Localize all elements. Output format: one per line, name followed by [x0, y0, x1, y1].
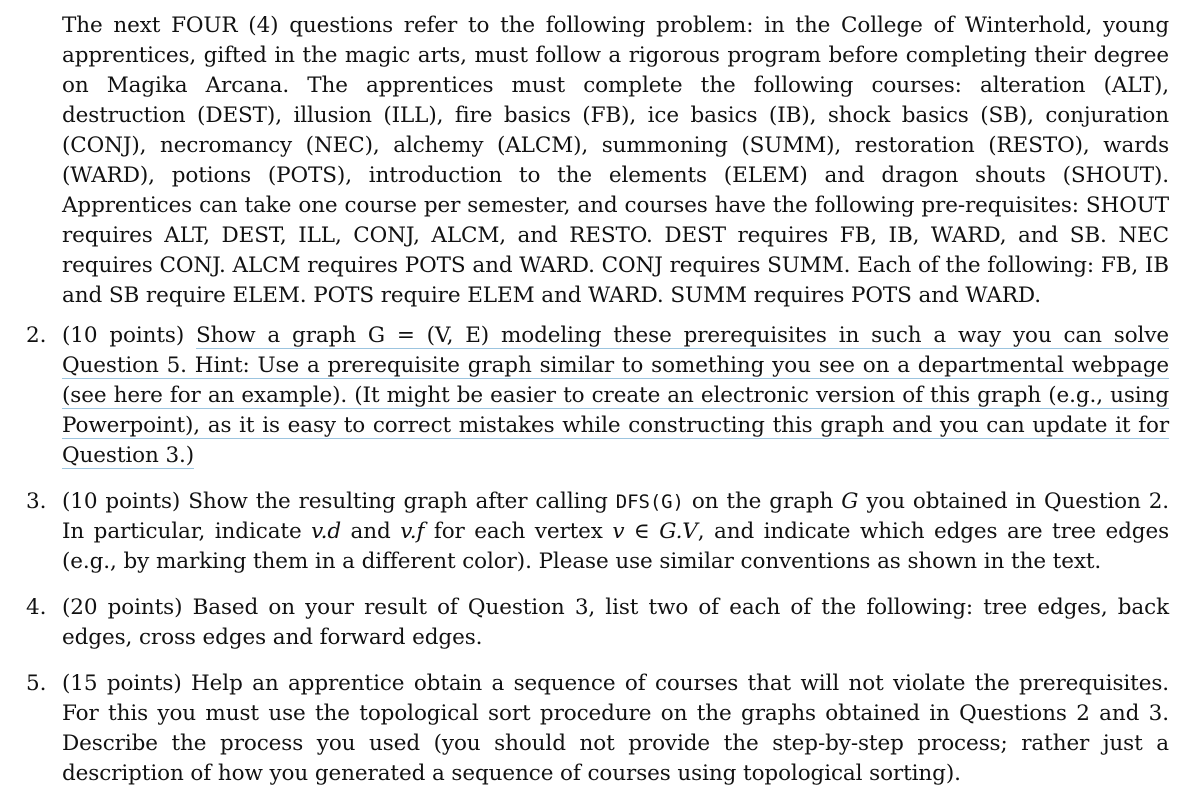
math-g: G: [841, 489, 859, 514]
math-v-in-gv: v ∈ G.V: [612, 519, 698, 544]
question-text: and: [350, 519, 391, 544]
question-3: [26, 487, 1170, 577]
question-text: for each vertex: [433, 519, 603, 544]
question-text: you obtained in Question 2. In particular, indicate: [62, 489, 1170, 544]
question-points: (20 points): [62, 595, 183, 620]
question-text: , and indicate which edges are tree edges (e.g., by marking them in a different color). Please use similar conventions as shown in the text.: [62, 519, 1170, 574]
question-text: Help an apprentice obtain a sequence of courses that will not violate the prerequisites. For this you must use the topological sort procedure on the graphs obtained in Questions 2 and 3. Describe the process you used (you should not provide the step-by-step process; rather just a description of how you generated a sequence of courses using topological sorting).: [62, 671, 1169, 786]
question-text: on the graph: [691, 489, 834, 514]
question-5: [26, 669, 1169, 789]
math-vd: v.d: [311, 519, 342, 544]
math-vf: v.f: [400, 519, 425, 544]
question-number: 5.: [26, 671, 47, 696]
question-list: [26, 321, 1170, 789]
question-4: [26, 593, 1169, 653]
question-2: [26, 321, 1169, 471]
question-number: 2.: [26, 323, 47, 348]
problem-intro: The next FOUR (4) questions refer to the following problem: in the College of Winterhold, young apprentices, gifted in the magic arts, must follow a rigorous program before completing their degree on Magika Arcana. The apprentices must complete the following courses: alteration (ALT), destruction (DEST), illusion (ILL), fire basics (FB), ice basics (IB), shock basics (SB), conjuration (CONJ), necromancy (NEC), alchemy (ALCM), summoning (SUMM), restoration (RESTO), wards (WARD), potions (POTS), introduction to the elements (ELEM) and dragon shouts (SHOUT). Apprentices can take one course per semester, and courses have the following pre-requisites: SHOUT requires ALT, DEST, ILL, CONJ, ALCM, and RESTO. DEST requires FB, IB, WARD, and SB. NEC requires CONJ. ALCM requires POTS and WARD. CONJ requires SUMM. Each of the following: FB, IB and SB require ELEM. POTS require ELEM and WARD. SUMM requires POTS and WARD.: [62, 13, 1169, 308]
question-number: 3.: [26, 489, 47, 514]
question-number: 4.: [26, 595, 47, 620]
question-points: (15 points): [62, 671, 182, 696]
question-text: Show the resulting graph after calling: [188, 489, 608, 514]
question-points: (10 points): [62, 323, 185, 348]
question-points: (10 points): [62, 489, 181, 514]
question-2-link[interactable]: Show a graph G = (V, E) modeling these prerequisites in such a way you can solve Question 5. Hint: Use a prerequisite graph similar to something you see on a departmental webpage (see here for an example). (It might be easier to create an electronic version of this graph (e.g., using Powerpoint), as it is easy to correct mistakes while constructing this graph and you can update it for Question 3.): [62, 323, 1169, 468]
question-text: Based on your result of Question 3, list two of each of the following: tree edges, back edges, cross edges and forward edges.: [62, 595, 1169, 650]
dfs-code: DFS(G): [615, 491, 684, 513]
